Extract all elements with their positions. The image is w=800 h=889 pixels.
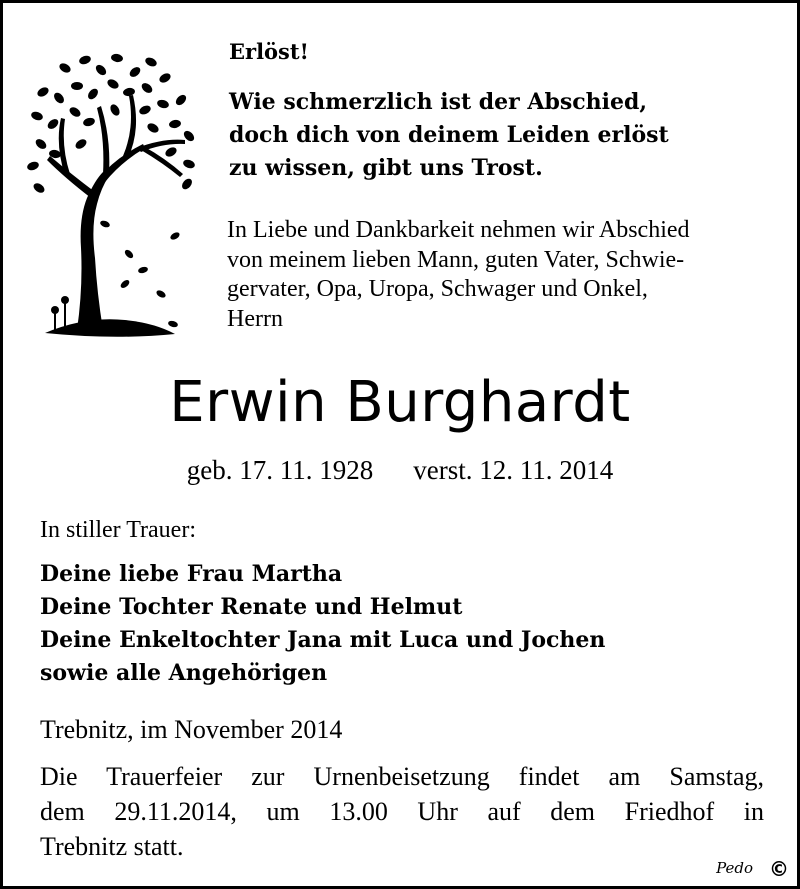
- farewell-line: von meinem lieben Mann, guten Vater, Schwie-: [227, 246, 685, 273]
- mourner-line: Deine Enkeltochter Jana mit Luca und Jochen: [40, 627, 606, 653]
- mourners-label: In stiller Trauer:: [40, 517, 196, 543]
- mourner-line: Deine Tochter Renate und Helmut: [40, 594, 463, 620]
- mourners-list: [40, 558, 605, 690]
- farewell-line: gervater, Opa, Uropa, Schwager und Onkel,: [227, 276, 648, 302]
- notice-line: dem 29.11.2014, um 13.00 Uhr auf dem Friedhof in: [40, 797, 764, 826]
- notice-line: Die Trauerfeier zur Urnenbeisetzung findet am Samstag,: [40, 762, 764, 791]
- mourner-line: Deine liebe Frau Martha: [40, 561, 343, 587]
- deceased-name: Erwin Burghardt: [169, 370, 631, 435]
- farewell-line: In Liebe und Dankbarkeit nehmen wir Abschied: [227, 217, 690, 243]
- notice-line: Trebnitz statt.: [40, 832, 184, 861]
- death-date: verst. 12. 11. 2014: [413, 455, 614, 485]
- intro-heading: Erlöst!: [229, 39, 309, 64]
- place-date: Trebnitz, im November 2014: [40, 715, 343, 744]
- funeral-notice: [40, 759, 764, 864]
- life-dates: [3, 453, 797, 487]
- copyright-icon: ©: [769, 857, 789, 881]
- mourner-line: sowie alle Angehörigen: [40, 660, 328, 686]
- verse-line: zu wissen, gibt uns Trost.: [229, 155, 543, 181]
- verse-line: Wie schmerzlich ist der Abschied,: [229, 89, 648, 115]
- birth-date: geb. 17. 11. 1928: [186, 455, 374, 485]
- signature: Pedo: [716, 859, 753, 877]
- farewell-line: Herrn: [227, 305, 283, 332]
- tree-icon: [25, 48, 200, 348]
- verse-line: doch dich von deinem Leiden erlöst: [229, 122, 669, 148]
- verse: [229, 86, 669, 185]
- farewell-text: [227, 216, 767, 334]
